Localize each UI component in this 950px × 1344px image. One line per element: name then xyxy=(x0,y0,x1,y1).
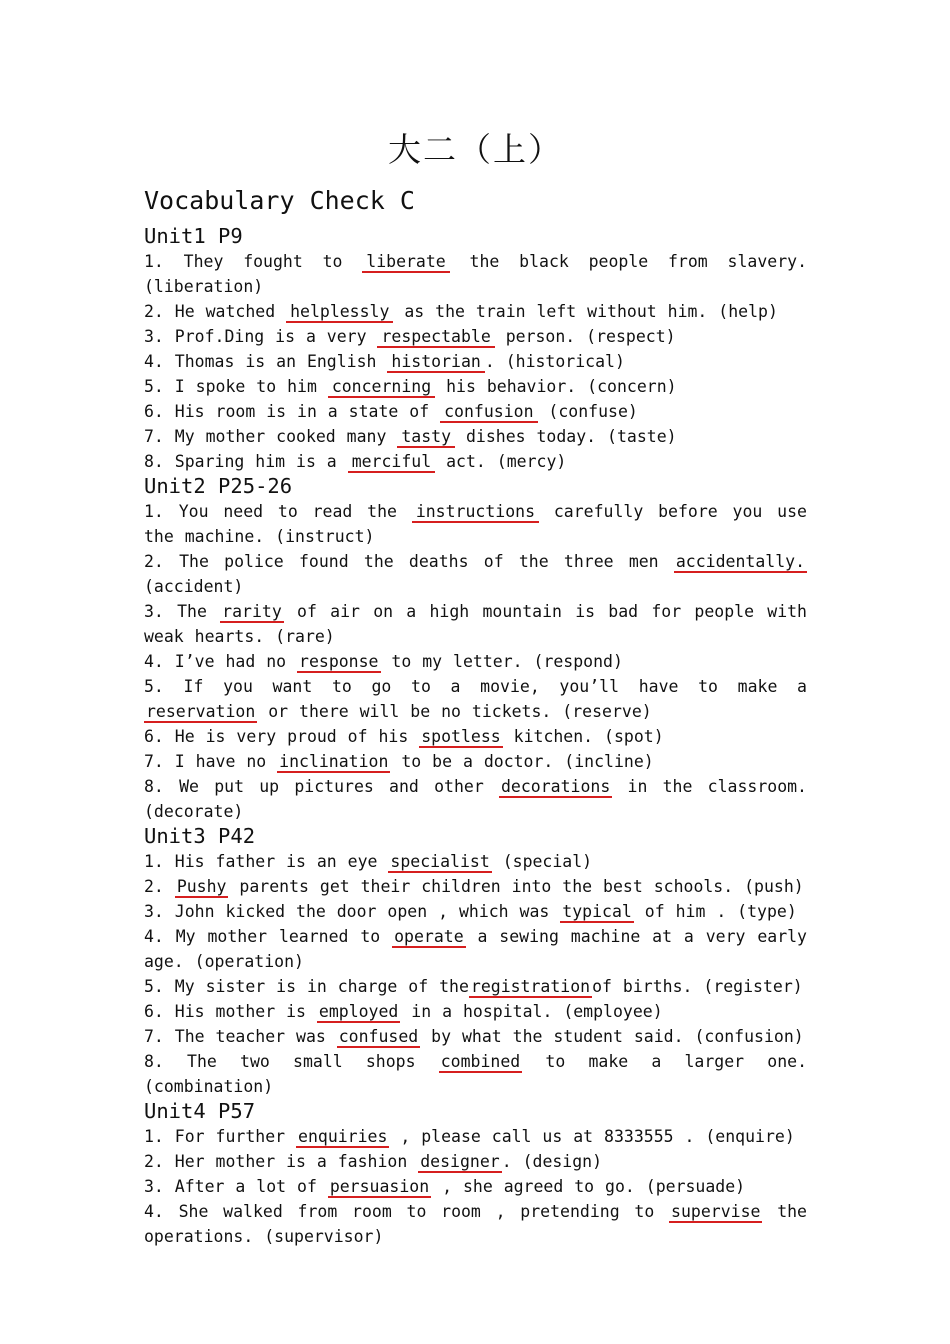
answer-blank: concerning xyxy=(328,377,435,398)
exercise-item xyxy=(144,499,807,549)
item-text: 1. For further xyxy=(144,1127,297,1146)
item-text: (confuse) xyxy=(537,402,638,421)
exercise-item xyxy=(144,899,807,924)
item-text: . (design) xyxy=(501,1152,603,1171)
answer-blank: Pushy xyxy=(176,877,227,896)
unit-heading: Unit3 P42 xyxy=(144,824,256,848)
answer-blank: operate xyxy=(394,927,464,946)
exercise-item xyxy=(144,374,807,399)
item-text: dishes today. (taste) xyxy=(455,427,677,446)
answer-blank: decorations xyxy=(501,777,611,796)
answer-blank: merciful xyxy=(348,452,435,473)
answer-blank: employed xyxy=(318,1002,399,1021)
exercise-item xyxy=(144,324,807,349)
answer-blank: instructions xyxy=(412,502,539,523)
item-text: to my letter. (respond) xyxy=(380,652,623,671)
answer-blank: typical xyxy=(562,902,632,921)
section-title: Vocabulary Check C xyxy=(144,186,415,215)
item-text: 4. Thomas is an English xyxy=(144,352,388,371)
item-text: 8. Sparing him is a xyxy=(144,452,348,471)
exercise-item xyxy=(144,774,807,824)
item-text: 8. The two small shops xyxy=(144,1052,439,1071)
answer-blank: enquiries xyxy=(298,1127,388,1146)
item-text: 8. We put up pictures and other xyxy=(144,777,499,796)
item-text: 1. They fought to xyxy=(144,252,363,271)
item-text: , please call us at 8333555 . (enquire) xyxy=(389,1127,795,1146)
item-text: in a hospital. (employee) xyxy=(400,1002,663,1021)
exercise-item xyxy=(144,1174,807,1199)
exercise-item xyxy=(144,649,807,674)
answer-blank: response xyxy=(299,652,379,671)
answer-blank: rarity xyxy=(222,602,282,621)
item-text: kitchen. (spot) xyxy=(502,727,664,746)
item-text: to be a doctor. (incline) xyxy=(390,752,654,771)
unit-heading: Unit4 P57 xyxy=(144,1099,256,1123)
exercise-item xyxy=(144,549,807,599)
exercise-item xyxy=(144,1149,807,1174)
exercise-body xyxy=(144,224,807,1249)
item-text: 1. His father is an eye xyxy=(144,852,389,871)
exercise-item xyxy=(144,299,807,324)
answer-blank: designer xyxy=(420,1152,500,1171)
item-text: parents get their children into the best schools. (push) xyxy=(228,877,804,896)
answer-blank: tasty xyxy=(397,427,455,448)
item-text: 2. Her mother is a fashion xyxy=(144,1152,419,1171)
unit-heading: Unit2 P25-26 xyxy=(144,474,293,498)
exercise-item xyxy=(144,999,807,1024)
exercise-item xyxy=(144,849,807,874)
exercise-item xyxy=(144,874,807,899)
item-text: 4. She walked from room to room , pretending to xyxy=(144,1202,670,1221)
item-text: person. (respect) xyxy=(494,327,676,346)
exercise-item xyxy=(144,974,807,999)
item-text: 3. John kicked the door open , which was xyxy=(144,902,561,921)
item-text: 5. My sister is in charge of the xyxy=(144,977,469,996)
item-text: 5. I spoke to him xyxy=(144,377,328,396)
answer-blank: reservation xyxy=(146,702,256,721)
exercise-item xyxy=(144,249,807,299)
item-text: 7. The teacher was xyxy=(144,1027,337,1046)
item-text: of air on a high mountain is bad for people with weak hearts. (rare) xyxy=(144,602,807,646)
item-text: as the train left without him. (help) xyxy=(393,302,778,321)
page-title: 大二（上） xyxy=(388,130,563,169)
item-text: 2. He watched xyxy=(144,302,287,321)
exercise-item xyxy=(144,399,807,424)
answer-blank: accidentally. xyxy=(675,552,805,571)
exercise-item xyxy=(144,749,807,774)
answer-blank: helplessly xyxy=(286,302,393,323)
item-text: 6. He is very proud of his xyxy=(144,727,420,746)
exercise-item xyxy=(144,349,807,374)
item-text: the black people from slavery. (liberation) xyxy=(144,252,808,296)
exercise-item xyxy=(144,924,807,974)
item-text: carefully before you use the machine. (instruct) xyxy=(144,502,807,546)
item-text: 6. His mother is xyxy=(144,1002,317,1021)
item-text: 3. Prof.Ding is a very xyxy=(144,327,378,346)
item-text: of births. (register) xyxy=(592,977,803,996)
item-text: (special) xyxy=(491,852,593,871)
exercise-item xyxy=(144,1199,807,1249)
answer-blank: spotless xyxy=(421,727,501,746)
item-text: the operations. (supervisor) xyxy=(144,1202,807,1246)
answer-blank: specialist xyxy=(390,852,490,871)
exercise-item xyxy=(144,1124,807,1149)
item-text: 4. My mother learned to xyxy=(144,927,393,946)
answer-blank: respectable xyxy=(377,327,494,348)
answer-blank: supervise xyxy=(671,1202,761,1221)
exercise-item xyxy=(144,674,807,724)
answer-blank: historian xyxy=(387,352,484,373)
exercise-item xyxy=(144,599,807,649)
item-text: to make a larger one. (combination) xyxy=(144,1052,808,1096)
exercise-item xyxy=(144,449,807,474)
item-text: (accident) xyxy=(144,577,244,596)
answer-blank: persuasion xyxy=(329,1177,430,1196)
item-text: in the classroom. (decorate) xyxy=(144,777,807,821)
item-text: 4. I’ve had no xyxy=(144,652,298,671)
answer-blank: confused xyxy=(338,1027,419,1046)
answer-blank: inclination xyxy=(279,752,389,771)
exercise-item xyxy=(144,1049,807,1099)
item-text: 5. If you want to go to a movie, you’ll have to make a xyxy=(144,677,807,696)
item-text: or there will be no tickets. (reserve) xyxy=(257,702,652,721)
item-text: 2. xyxy=(144,877,175,896)
unit-heading: Unit1 P9 xyxy=(144,224,243,248)
item-text: 3. After a lot of xyxy=(144,1177,328,1196)
item-text: 6. His room is in a state of xyxy=(144,402,441,421)
item-text: his behavior. (concern) xyxy=(435,377,677,396)
exercise-item xyxy=(144,424,807,449)
answer-blank: confusion xyxy=(440,402,537,423)
item-text: a sewing machine at a very early age. (operation) xyxy=(144,927,807,971)
item-text: of him . (type) xyxy=(633,902,797,921)
item-text: , she agreed to go. (persuade) xyxy=(431,1177,746,1196)
item-text: 7. I have no xyxy=(144,752,278,771)
item-text: by what the student said. (confusion) xyxy=(420,1027,804,1046)
answer-blank: registration xyxy=(470,977,591,996)
item-text: 3. The xyxy=(144,602,221,621)
item-text: act. (mercy) xyxy=(435,452,567,471)
item-text: 1. You need to read the xyxy=(144,502,412,521)
answer-blank: combined xyxy=(440,1052,521,1071)
item-text: . (historical) xyxy=(484,352,625,371)
exercise-item xyxy=(144,1024,807,1049)
exercise-item xyxy=(144,724,807,749)
item-text: 7. My mother cooked many xyxy=(144,427,398,446)
answer-blank: liberate xyxy=(362,252,449,273)
item-text: 2. The police found the deaths of the three men xyxy=(144,552,674,571)
